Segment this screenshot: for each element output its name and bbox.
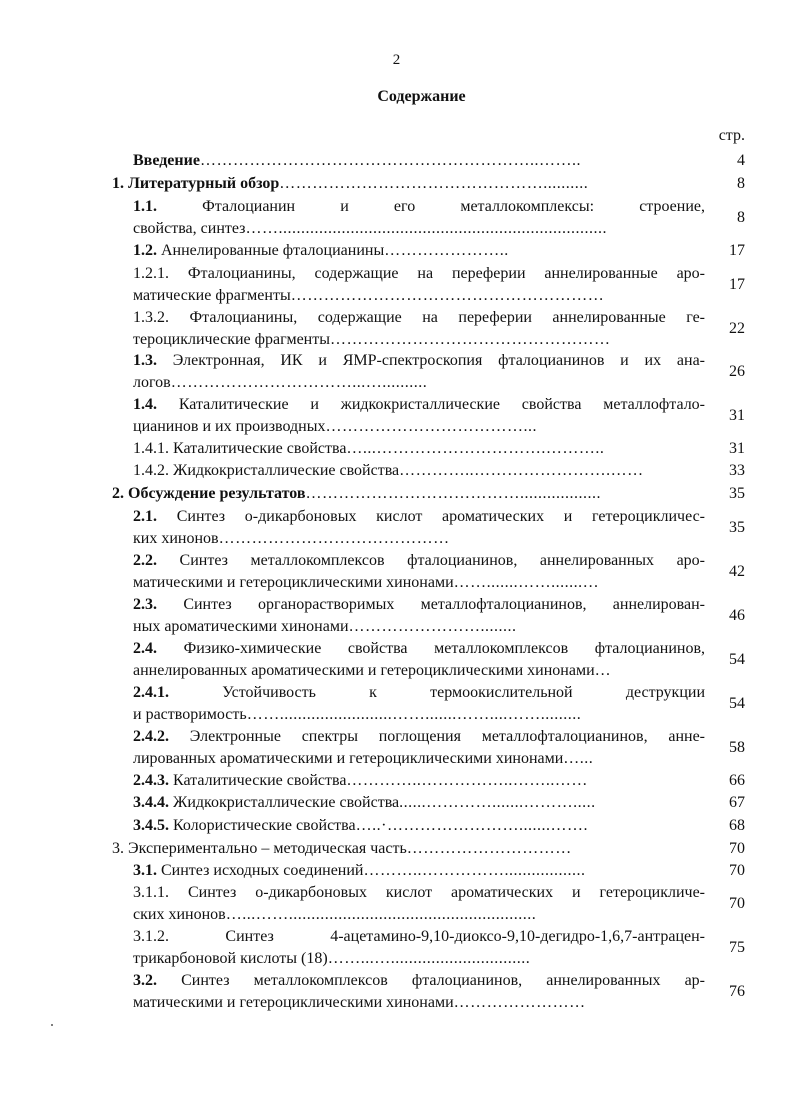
toc-entry-page: 35 — [729, 519, 745, 536]
toc-entry-text-line1: Электронная, ИК и ЯМР-спектроскопия фталоцианинов и их ана- — [172, 352, 705, 369]
toc-entry-text: Каталитические свойства — [173, 440, 347, 457]
toc-entry[interactable] — [133, 638, 705, 682]
toc-entry-page: 4 — [737, 152, 745, 169]
toc-entry-page: 26 — [729, 363, 745, 380]
toc-entry-text: Экспериментально – методическая часть — [128, 840, 407, 857]
toc-entry-number: 3. — [112, 840, 124, 857]
toc-entry[interactable] — [133, 682, 705, 726]
toc-entry-number: 1.4.2. — [133, 462, 169, 479]
toc-entry-text-line2: свойства, синтез — [133, 220, 246, 237]
toc-entry-text-line1: Синтез 4-ацетамино-9,10-диоксо-9,10-дегидро-1,6,7-антрацен- — [225, 928, 705, 945]
toc-entry[interactable] — [133, 350, 705, 394]
dot-leader: ………………………………….................. — [305, 485, 602, 502]
dot-leader: ......………….......………..... — [399, 794, 596, 811]
toc-entry[interactable] — [133, 150, 705, 172]
toc-entry-page: 76 — [729, 983, 745, 1000]
toc-entry-number: 1.4.1. — [133, 440, 169, 457]
toc-entry[interactable] — [133, 726, 705, 770]
toc-entry[interactable] — [133, 860, 705, 882]
toc-entry[interactable] — [133, 882, 705, 926]
toc-entry-page: 66 — [729, 772, 745, 789]
dot-leader: …...………………………….……….. — [346, 440, 605, 457]
toc-entry-text-line1: Синтез металлокомплексов фталоцианинов, аннелированных ар- — [181, 972, 705, 989]
toc-entry[interactable] — [133, 792, 705, 814]
toc-entry-text-line1: Устойчивость к термоокислительной деструкции — [222, 684, 705, 701]
toc-entry-text-line2: трикарбоновой кислоты (18) — [133, 950, 328, 967]
toc-entry-number: 1.3.2. — [133, 309, 169, 326]
toc-entry-page: 54 — [729, 695, 745, 712]
toc-entry-text-line2: ных ароматическими хинонами — [133, 618, 349, 635]
toc-entry-page: 31 — [729, 440, 745, 457]
toc-entry-text-line2: логов — [133, 374, 171, 391]
toc-entry-text-line2: цианинов и их производных — [133, 418, 326, 435]
toc-entry-text-line2: и растворимость — [133, 706, 247, 723]
dot-leader: …………..……………..……..…… — [346, 772, 588, 789]
dot-leader: … — [594, 662, 612, 679]
toc-entry-text-line2: лированных ароматическими и гетероциклическими хинонами — [133, 750, 564, 767]
toc-entry-text-line1: Каталитические и жидкокристаллические свойства металлофтало- — [178, 396, 705, 413]
toc-entry-text-line2: ских хинонов — [133, 906, 226, 923]
dot-leader: ……......................................................................... — [245, 220, 607, 237]
toc-entry-text-line2: матическими и гетероциклическими хинонами — [133, 994, 454, 1011]
dot-leader: ………………………… — [406, 840, 572, 857]
toc-entry-page: 33 — [729, 462, 745, 479]
toc-entry-text: Колористические свойства — [173, 817, 356, 834]
toc-entry-page: 75 — [729, 939, 745, 956]
toc-entry[interactable] — [133, 460, 705, 482]
toc-entry-number: 2.2. — [133, 552, 157, 569]
toc-entry-number: 2. — [112, 485, 124, 502]
toc-entry-page: 58 — [729, 739, 745, 756]
toc-entry-number: 3.4.4. — [133, 794, 169, 811]
toc-entry-number: 3.2. — [133, 972, 157, 989]
dot-leader: ……………………………...….......... — [170, 374, 428, 391]
toc-entry-page: 8 — [737, 209, 745, 226]
toc-entry-number: 1. — [112, 175, 124, 192]
dot-leader: …………………… — [453, 994, 586, 1011]
dot-leader: …….......…….......… — [453, 574, 600, 591]
toc-entry-page: 70 — [729, 895, 745, 912]
toc-entry-text-line2: матическими и гетероциклическими хинонами — [133, 574, 454, 591]
dot-leader: …..·…………………….......……. — [355, 817, 588, 834]
toc-entry-text: Жидкокристаллические свойства — [173, 794, 400, 811]
toc-entry[interactable] — [112, 838, 705, 860]
toc-entry-text-line1: Синтез металлокомплексов фталоцианинов, аннелированных аро- — [179, 552, 705, 569]
toc-entry-text-line1: Физико-химические свойства металлокомплексов фталоцианинов, — [183, 640, 705, 657]
toc-entry[interactable] — [133, 240, 705, 262]
toc-entry[interactable] — [133, 550, 705, 594]
toc-entry[interactable] — [133, 770, 705, 792]
toc-entry-text-line1: Электронные спектры поглощения металлофталоцианинов, анне- — [189, 728, 705, 745]
page-title: Содержание — [377, 88, 466, 105]
toc-entry-page: 70 — [729, 862, 745, 879]
toc-entry[interactable] — [133, 196, 705, 240]
dot-leader: …….........................…….......……....……......... — [246, 706, 582, 723]
dot-leader: …………………………………………… — [329, 331, 611, 348]
toc-entry[interactable] — [133, 506, 705, 550]
toc-entry-number: 2.4. — [133, 640, 157, 657]
dot-leader: …...……....................................................... — [225, 906, 537, 923]
toc-entry-number: 2.4.3. — [133, 772, 169, 789]
page-number: 2 — [392, 52, 401, 68]
dot-leader: ……...…............................... — [327, 950, 531, 967]
toc-entry[interactable] — [133, 307, 705, 351]
toc-entry-text-line1: Синтез о-дикарбоновых кислот ароматических и гетероцикличе- — [187, 884, 705, 901]
toc-entry[interactable] — [133, 594, 705, 638]
toc-entry-text-line2: матические фрагменты — [133, 287, 291, 304]
toc-entry[interactable] — [112, 483, 705, 505]
toc-entry-page: 54 — [729, 651, 745, 668]
dot-leader: ……………………………………………………..…….. — [199, 152, 581, 169]
toc-entry-number: 1.3. — [133, 352, 157, 369]
toc-entry-page: 68 — [729, 817, 745, 834]
dot-leader: ………..…………….................. — [363, 862, 586, 879]
toc-entry-page: 67 — [729, 794, 745, 811]
toc-entry-text: Литературный обзор — [128, 175, 280, 192]
dot-leader: …………..…………………….…… — [399, 462, 644, 479]
toc-entry[interactable] — [133, 263, 705, 307]
toc-entry-text: Введение — [133, 152, 200, 169]
toc-entry[interactable] — [133, 970, 705, 1014]
dot-leader: ………………………………... — [325, 418, 537, 435]
toc-entry-number: 3.1.2. — [133, 928, 169, 945]
toc-entry[interactable] — [133, 815, 705, 837]
toc-entry-page: 46 — [729, 607, 745, 624]
toc-entry-number: 3.1.1. — [133, 884, 169, 901]
toc-entry-number: 2.4.2. — [133, 728, 169, 745]
page-column-label: стр. — [718, 127, 745, 144]
dot-leader: ………………………………………….......... — [279, 175, 589, 192]
toc-entry-text: Синтез исходных соединений — [161, 862, 364, 879]
toc-entry-number: 1.4. — [133, 396, 157, 413]
toc-entry-text: Аннелированные фталоцианины — [161, 242, 385, 259]
toc-entry-number: 2.3. — [133, 596, 157, 613]
dot-leader: …………………………………… — [218, 530, 450, 547]
toc-entry-page: 70 — [729, 840, 745, 857]
toc-entry-page: 31 — [729, 407, 745, 424]
toc-entry-number: 2.4.1. — [133, 684, 169, 701]
toc-entry-text-line1: Фталоцианин и его металлокомплексы: строение, — [202, 198, 705, 215]
toc-entry-text-line2: ких хинонов — [133, 530, 219, 547]
toc-entry[interactable] — [133, 394, 705, 438]
toc-entry-number: 2.1. — [133, 508, 157, 525]
toc-entry-number: 1.2. — [133, 242, 157, 259]
toc-entry-page: 17 — [729, 242, 745, 259]
toc-entry-text-line1: Фталоцианины, содержащие на переферии аннелированные ге- — [189, 309, 705, 326]
scan-speck — [51, 1024, 53, 1026]
toc-entry[interactable] — [133, 926, 705, 970]
toc-entry-page: 35 — [729, 485, 745, 502]
toc-entry-number: 1.1. — [133, 198, 157, 215]
toc-entry-text-line2: тероциклические фрагменты — [133, 331, 330, 348]
toc-entry-number: 3.1. — [133, 862, 157, 879]
dot-leader: …... — [563, 750, 594, 767]
dot-leader: ………………….. — [384, 242, 509, 259]
toc-entry[interactable] — [133, 438, 705, 460]
toc-entry-text-line1: Фталоцианины, содержащие на переферии аннелированные аро- — [187, 265, 705, 282]
toc-entry-text: Каталитические свойства — [173, 772, 347, 789]
toc-entry-number: 3.4.5. — [133, 817, 169, 834]
toc-entry-page: 42 — [729, 563, 745, 580]
toc-entry-text: Обсуждение результатов — [128, 485, 306, 502]
toc-entry[interactable] — [112, 173, 705, 195]
toc-entry-text-line1: Синтез о-дикарбоновых кислот ароматических и гетероцикличес- — [176, 508, 705, 525]
toc-entry-page: 22 — [729, 320, 745, 337]
toc-entry-number: 1.2.1. — [133, 265, 169, 282]
toc-entry-page: 17 — [729, 276, 745, 293]
toc-entry-page: 8 — [737, 175, 745, 192]
dot-leader: ………………………………………………… — [290, 287, 605, 304]
toc-entry-text: Жидкокристаллические свойства — [173, 462, 400, 479]
dot-leader: ……………………........ — [348, 618, 517, 635]
toc-entry-text-line2: аннелированных ароматическими и гетероциклическими хинонами — [133, 662, 595, 679]
toc-entry-text-line1: Синтез органорастворимых металлофталоцианинов, аннелирован- — [183, 596, 705, 613]
